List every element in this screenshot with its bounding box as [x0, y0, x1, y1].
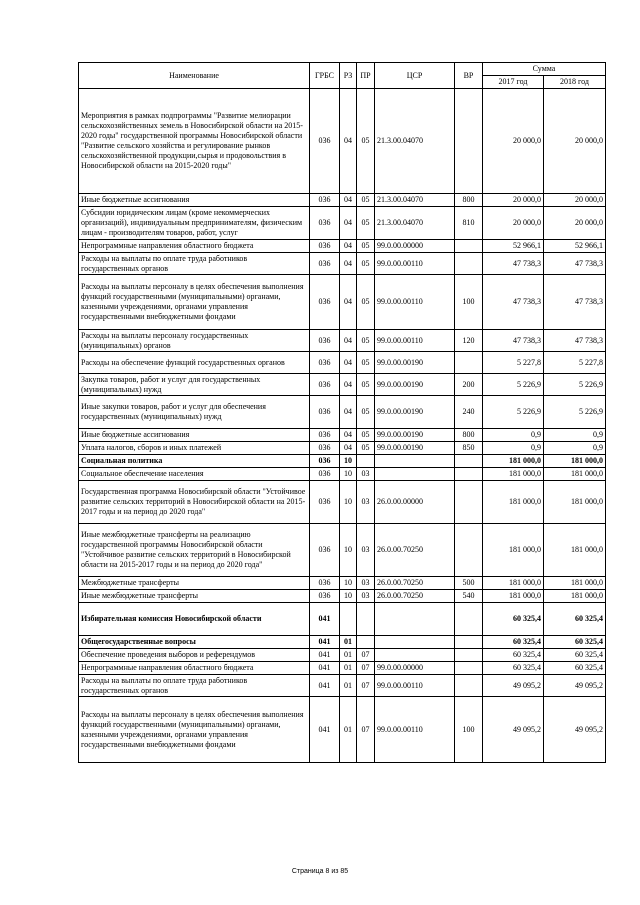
cell-vr: 100 [455, 697, 483, 763]
cell-pr: 03 [357, 590, 375, 603]
cell-2017: 181 000,0 [483, 524, 544, 577]
table-row [79, 649, 606, 662]
cell-rz: 04 [340, 194, 357, 207]
cell-grbs: 036 [310, 89, 340, 194]
cell-vr: 810 [455, 207, 483, 240]
table-row [79, 253, 606, 275]
cell-rz: 01 [340, 649, 357, 662]
cell-csr: 21.3.00.04070 [375, 89, 455, 194]
cell-csr: 99.0.00.00190 [375, 374, 455, 396]
cell-rz: 04 [340, 207, 357, 240]
cell-grbs: 036 [310, 207, 340, 240]
cell-csr: 26.0.00.70250 [375, 590, 455, 603]
table-row [79, 352, 606, 374]
cell-pr: 07 [357, 649, 375, 662]
budget-table [78, 62, 606, 763]
table-row [79, 396, 606, 429]
cell-2018: 60 325,4 [544, 603, 606, 636]
table-row [79, 603, 606, 636]
cell-2018: 60 325,4 [544, 662, 606, 675]
cell-2018: 49 095,2 [544, 697, 606, 763]
cell-vr: 200 [455, 374, 483, 396]
cell-grbs: 036 [310, 481, 340, 524]
cell-2018: 47 738,3 [544, 275, 606, 330]
cell-vr [455, 89, 483, 194]
cell-2018: 60 325,4 [544, 649, 606, 662]
cell-rz: 04 [340, 396, 357, 429]
cell-csr: 99.0.00.00190 [375, 429, 455, 442]
cell-csr: 99.0.00.00110 [375, 330, 455, 352]
table-row [79, 429, 606, 442]
cell-2017: 49 095,2 [483, 697, 544, 763]
cell-name: Общегосударственные вопросы [79, 636, 310, 649]
cell-vr [455, 649, 483, 662]
header-pr: ПР [357, 63, 375, 89]
cell-vr [455, 675, 483, 697]
cell-csr [375, 636, 455, 649]
header-name: Наименование [79, 63, 310, 89]
cell-2018: 20 000,0 [544, 194, 606, 207]
header-sum: Сумма [483, 63, 606, 76]
cell-2018: 181 000,0 [544, 481, 606, 524]
cell-2017: 181 000,0 [483, 468, 544, 481]
cell-vr: 240 [455, 396, 483, 429]
cell-rz: 10 [340, 468, 357, 481]
cell-2018: 181 000,0 [544, 524, 606, 577]
cell-grbs: 036 [310, 240, 340, 253]
table-row [79, 442, 606, 455]
cell-rz: 10 [340, 590, 357, 603]
cell-2017: 49 095,2 [483, 675, 544, 697]
cell-2017: 181 000,0 [483, 590, 544, 603]
cell-vr: 850 [455, 442, 483, 455]
cell-2017: 20 000,0 [483, 89, 544, 194]
cell-2018: 49 095,2 [544, 675, 606, 697]
cell-pr: 05 [357, 396, 375, 429]
cell-2018: 181 000,0 [544, 455, 606, 468]
cell-pr: 05 [357, 352, 375, 374]
table-row [79, 89, 606, 194]
cell-grbs: 036 [310, 396, 340, 429]
cell-2017: 5 226,9 [483, 374, 544, 396]
cell-grbs: 036 [310, 577, 340, 590]
cell-vr: 100 [455, 275, 483, 330]
cell-csr [375, 649, 455, 662]
cell-name: Иные межбюджетные трансферты [79, 590, 310, 603]
cell-rz: 10 [340, 481, 357, 524]
cell-name: Уплата налогов, сборов и иных платежей [79, 442, 310, 455]
cell-rz: 04 [340, 253, 357, 275]
cell-name: Иные бюджетные ассигнования [79, 194, 310, 207]
table-row [79, 194, 606, 207]
cell-vr [455, 253, 483, 275]
cell-2018: 20 000,0 [544, 207, 606, 240]
cell-grbs: 036 [310, 253, 340, 275]
cell-pr: 05 [357, 253, 375, 275]
cell-csr: 26.0.00.70250 [375, 524, 455, 577]
header-2018: 2018 год [544, 76, 606, 89]
cell-csr: 99.0.00.00000 [375, 662, 455, 675]
cell-pr: 03 [357, 524, 375, 577]
cell-csr: 99.0.00.00110 [375, 697, 455, 763]
cell-vr [455, 468, 483, 481]
cell-grbs: 036 [310, 275, 340, 330]
cell-pr: 05 [357, 240, 375, 253]
cell-vr [455, 524, 483, 577]
cell-csr: 99.0.00.00110 [375, 253, 455, 275]
table-row [79, 524, 606, 577]
cell-vr: 800 [455, 194, 483, 207]
cell-grbs: 036 [310, 468, 340, 481]
cell-pr [357, 603, 375, 636]
header-2017: 2017 год [483, 76, 544, 89]
cell-name: Непрограммные направления областного бюджета [79, 240, 310, 253]
page-footer: Страница 8 из 85 [291, 868, 349, 875]
cell-rz: 04 [340, 352, 357, 374]
cell-rz: 04 [340, 429, 357, 442]
cell-vr: 540 [455, 590, 483, 603]
cell-2017: 60 325,4 [483, 649, 544, 662]
cell-vr [455, 481, 483, 524]
cell-name: Расходы на выплаты персоналу в целях обеспечения выполнения функций государственными (муниципальными) органами, казенными учреждениями, органами управления государственными внебюджетными фондами [79, 275, 310, 330]
cell-name: Иные бюджетные ассигнования [79, 429, 310, 442]
cell-2018: 5 226,9 [544, 396, 606, 429]
table-row [79, 330, 606, 352]
cell-name: Расходы на обеспечение функций государственных органов [79, 352, 310, 374]
cell-vr: 120 [455, 330, 483, 352]
cell-grbs: 041 [310, 649, 340, 662]
cell-pr [357, 636, 375, 649]
cell-2017: 181 000,0 [483, 577, 544, 590]
cell-pr: 05 [357, 89, 375, 194]
cell-csr: 99.0.00.00190 [375, 442, 455, 455]
cell-pr [357, 455, 375, 468]
cell-rz: 01 [340, 662, 357, 675]
table-row [79, 481, 606, 524]
table-row [79, 577, 606, 590]
cell-pr: 05 [357, 207, 375, 240]
cell-csr: 99.0.00.00190 [375, 396, 455, 429]
cell-pr: 07 [357, 697, 375, 763]
cell-pr: 05 [357, 374, 375, 396]
cell-grbs: 036 [310, 194, 340, 207]
cell-rz: 04 [340, 330, 357, 352]
cell-vr [455, 240, 483, 253]
cell-vr [455, 636, 483, 649]
cell-grbs: 036 [310, 590, 340, 603]
cell-grbs: 036 [310, 455, 340, 468]
table-row [79, 468, 606, 481]
header-grbs: ГРБС [310, 63, 340, 89]
cell-grbs: 036 [310, 524, 340, 577]
cell-2018: 52 966,1 [544, 240, 606, 253]
cell-pr: 05 [357, 330, 375, 352]
cell-pr: 05 [357, 275, 375, 330]
cell-name: Субсидии юридическим лицам (кроме некоммерческих организаций), индивидуальным предпринимателям, физическим лицам - производителям товаров, работ, услуг [79, 207, 310, 240]
cell-grbs: 041 [310, 636, 340, 649]
cell-2018: 5 226,9 [544, 374, 606, 396]
cell-vr [455, 662, 483, 675]
cell-name: Расходы на выплаты по оплате труда работников государственных органов [79, 253, 310, 275]
cell-2018: 47 738,3 [544, 330, 606, 352]
cell-csr: 99.0.00.00000 [375, 240, 455, 253]
cell-2018: 20 000,0 [544, 89, 606, 194]
cell-csr: 21.3.00.04070 [375, 207, 455, 240]
cell-name: Расходы на выплаты персоналу государственных (муниципальных) органов [79, 330, 310, 352]
cell-2017: 5 227,8 [483, 352, 544, 374]
cell-pr: 05 [357, 442, 375, 455]
cell-2018: 181 000,0 [544, 577, 606, 590]
cell-rz: 10 [340, 524, 357, 577]
table-row [79, 675, 606, 697]
cell-csr: 21.3.00.04070 [375, 194, 455, 207]
cell-2017: 47 738,3 [483, 330, 544, 352]
cell-grbs: 041 [310, 603, 340, 636]
cell-2018: 0,9 [544, 429, 606, 442]
table-header [79, 63, 606, 89]
cell-2018: 5 227,8 [544, 352, 606, 374]
table-row [79, 455, 606, 468]
cell-2017: 20 000,0 [483, 207, 544, 240]
cell-pr: 03 [357, 577, 375, 590]
cell-rz: 10 [340, 455, 357, 468]
cell-pr: 07 [357, 675, 375, 697]
cell-2017: 0,9 [483, 442, 544, 455]
cell-2018: 60 325,4 [544, 636, 606, 649]
cell-vr [455, 352, 483, 374]
cell-csr [375, 468, 455, 481]
cell-grbs: 041 [310, 675, 340, 697]
cell-grbs: 036 [310, 374, 340, 396]
cell-pr: 03 [357, 481, 375, 524]
cell-2017: 52 966,1 [483, 240, 544, 253]
cell-2017: 47 738,3 [483, 275, 544, 330]
cell-csr: 26.0.00.70250 [375, 577, 455, 590]
cell-rz: 01 [340, 675, 357, 697]
cell-name: Непрограммные направления областного бюджета [79, 662, 310, 675]
cell-2017: 60 325,4 [483, 636, 544, 649]
cell-2017: 47 738,3 [483, 253, 544, 275]
cell-grbs: 036 [310, 352, 340, 374]
table-row [79, 374, 606, 396]
table-row [79, 636, 606, 649]
cell-vr: 800 [455, 429, 483, 442]
cell-csr [375, 455, 455, 468]
header-vr: ВР [455, 63, 483, 89]
cell-name: Расходы на выплаты персоналу в целях обеспечения выполнения функций государственными (муниципальными) органами, казенными учреждениями, органами управления государственными внебюджетными фондами [79, 697, 310, 763]
cell-grbs: 041 [310, 697, 340, 763]
cell-2017: 20 000,0 [483, 194, 544, 207]
cell-name: Иные межбюджетные трансферты на реализацию государственной программы Новосибирской области "Устойчивое развитие сельских территорий в Новосибирской области на 2015-2017 годы и на период до 2020 года" [79, 524, 310, 577]
header-csr: ЦСР [375, 63, 455, 89]
table-row [79, 275, 606, 330]
cell-2017: 181 000,0 [483, 481, 544, 524]
table-body [79, 89, 606, 763]
cell-name: Расходы на выплаты по оплате труда работников государственных органов [79, 675, 310, 697]
cell-name: Социальное обеспечение населения [79, 468, 310, 481]
cell-grbs: 036 [310, 330, 340, 352]
cell-csr: 99.0.00.00110 [375, 675, 455, 697]
cell-vr [455, 455, 483, 468]
cell-2018: 181 000,0 [544, 590, 606, 603]
cell-vr [455, 603, 483, 636]
table-row [79, 697, 606, 763]
cell-pr: 05 [357, 194, 375, 207]
cell-grbs: 041 [310, 662, 340, 675]
cell-name: Закупка товаров, работ и услуг для государственных (муниципальных) нужд [79, 374, 310, 396]
cell-name: Межбюджетные трансферты [79, 577, 310, 590]
cell-2017: 0,9 [483, 429, 544, 442]
table-row [79, 240, 606, 253]
cell-2017: 5 226,9 [483, 396, 544, 429]
cell-pr: 03 [357, 468, 375, 481]
cell-2017: 60 325,4 [483, 662, 544, 675]
header-rz: РЗ [340, 63, 357, 89]
cell-rz: 04 [340, 240, 357, 253]
cell-csr: 26.0.00.00000 [375, 481, 455, 524]
table-row [79, 590, 606, 603]
cell-rz: 04 [340, 275, 357, 330]
cell-rz: 04 [340, 89, 357, 194]
cell-rz: 10 [340, 577, 357, 590]
cell-name: Мероприятия в рамках подпрограммы "Развитие мелиорации сельскохозяйственных земель в Новосибирской области на 2015-2020 годы" государственной программы Новосибирской области "Развитие сельского хозяйства и регулирование рынков сельскохозяйственной продукции,сырья и продовольствия в Новосибирской области на 2015-2020 годы" [79, 89, 310, 194]
cell-rz [340, 603, 357, 636]
cell-csr: 99.0.00.00190 [375, 352, 455, 374]
cell-pr: 07 [357, 662, 375, 675]
cell-pr: 05 [357, 429, 375, 442]
cell-2018: 181 000,0 [544, 468, 606, 481]
cell-grbs: 036 [310, 429, 340, 442]
cell-name: Социальная политика [79, 455, 310, 468]
cell-grbs: 036 [310, 442, 340, 455]
cell-2017: 60 325,4 [483, 603, 544, 636]
cell-name: Иные закупки товаров, работ и услуг для обеспечения государственных (муниципальных) нужд [79, 396, 310, 429]
table-row [79, 207, 606, 240]
cell-name: Государственная программа Новосибирской области "Устойчивое развитие сельских территорий в Новосибирской области на 2015-2017 годы и на период до 2020 года" [79, 481, 310, 524]
table-row [79, 662, 606, 675]
cell-rz: 01 [340, 697, 357, 763]
cell-vr: 500 [455, 577, 483, 590]
cell-name: Избирательная комиссия Новосибирской области [79, 603, 310, 636]
cell-2018: 0,9 [544, 442, 606, 455]
cell-rz: 01 [340, 636, 357, 649]
cell-csr [375, 603, 455, 636]
cell-2017: 181 000,0 [483, 455, 544, 468]
cell-csr: 99.0.00.00110 [375, 275, 455, 330]
cell-rz: 04 [340, 374, 357, 396]
cell-name: Обеспечение проведения выборов и референдумов [79, 649, 310, 662]
cell-2018: 47 738,3 [544, 253, 606, 275]
cell-rz: 04 [340, 442, 357, 455]
